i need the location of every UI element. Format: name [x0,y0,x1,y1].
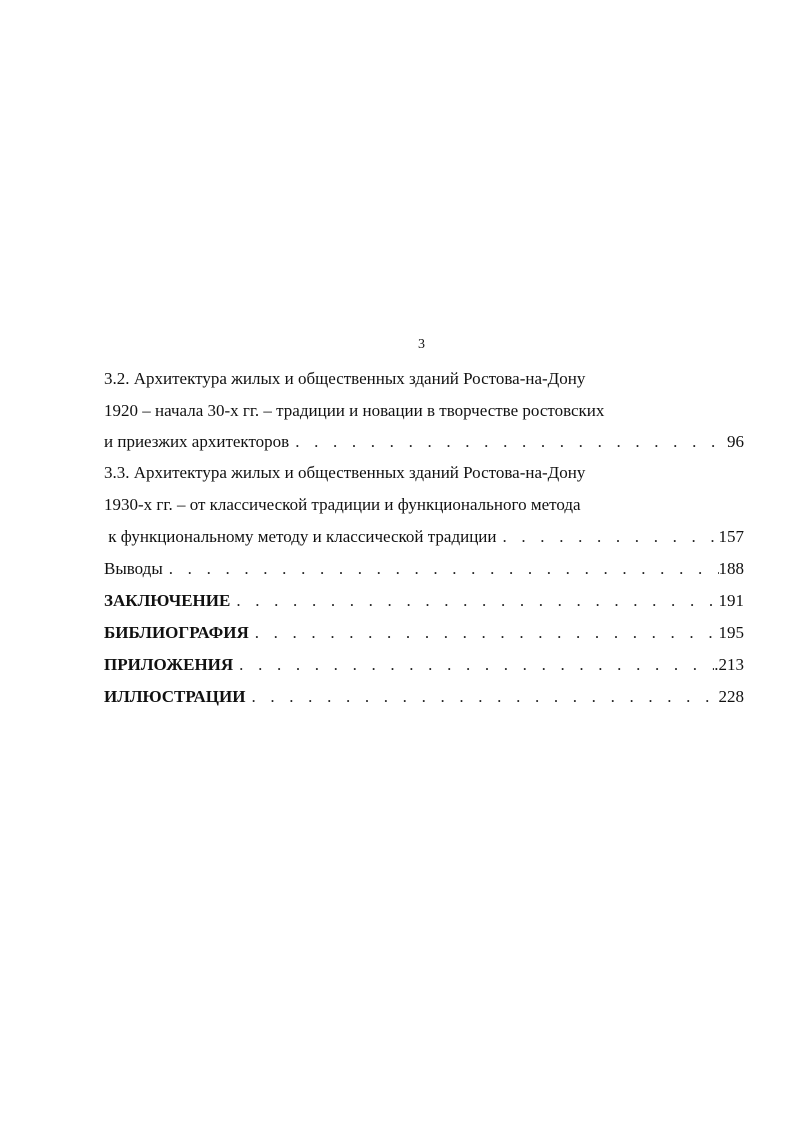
dot-leader [163,556,719,582]
toc-bibliography-label: БИБЛИОГРАФИЯ [104,623,249,642]
toc-final-label: ЗАКЛЮЧЕНИЕ [104,591,231,610]
toc-entry-s32 [104,429,744,455]
toc-appendices-label: ПРИЛОЖЕНИЯ [104,655,234,674]
toc-s32-line1: 3.2. Архитектура жилых и общественных зданий Ростова-на-Дону [104,369,586,388]
toc-s33-line3: к функциональному методу и классической традиции [104,527,497,546]
page-number: 3 [418,337,425,352]
toc-s32-line2: 1920 – начала 30-х гг. – традиции и новации в творчестве ростовских [104,401,605,420]
dot-leader [233,652,714,678]
toc-entry-bibliography [104,620,744,646]
toc-bibliography-page: 195 [718,623,744,642]
dot-leader [249,620,719,646]
toc-conclusions-page: 188 [718,559,744,578]
toc-entry-appendices [104,652,744,678]
toc-entry-conclusions [104,556,744,582]
toc-conclusions-label: Выводы [104,559,163,578]
toc-appendices-page: .213 [714,655,744,674]
toc-entry-illustrations [104,684,744,710]
dot-leader [245,684,718,710]
toc-entry-final [104,588,744,614]
toc-illustrations-page: 228 [718,687,744,706]
dot-leader [230,588,718,614]
dot-leader [497,524,719,550]
dot-leader [289,429,727,455]
toc-s32-line3: и приезжих архитекторов [104,432,290,451]
toc-illustrations-label: ИЛЛЮСТРАЦИИ [104,687,246,706]
toc-s33-page: 157 [718,527,744,546]
toc-final-page: 191 [718,591,744,610]
toc-s32-page: 96 [727,432,744,451]
toc-s33-line2: 1930-х гг. – от классической традиции и функционального метода [104,495,581,514]
toc-entry-s33 [104,524,744,550]
toc-s33-line1: 3.3. Архитектура жилых и общественных зданий Ростова-на-Дону [104,463,586,482]
